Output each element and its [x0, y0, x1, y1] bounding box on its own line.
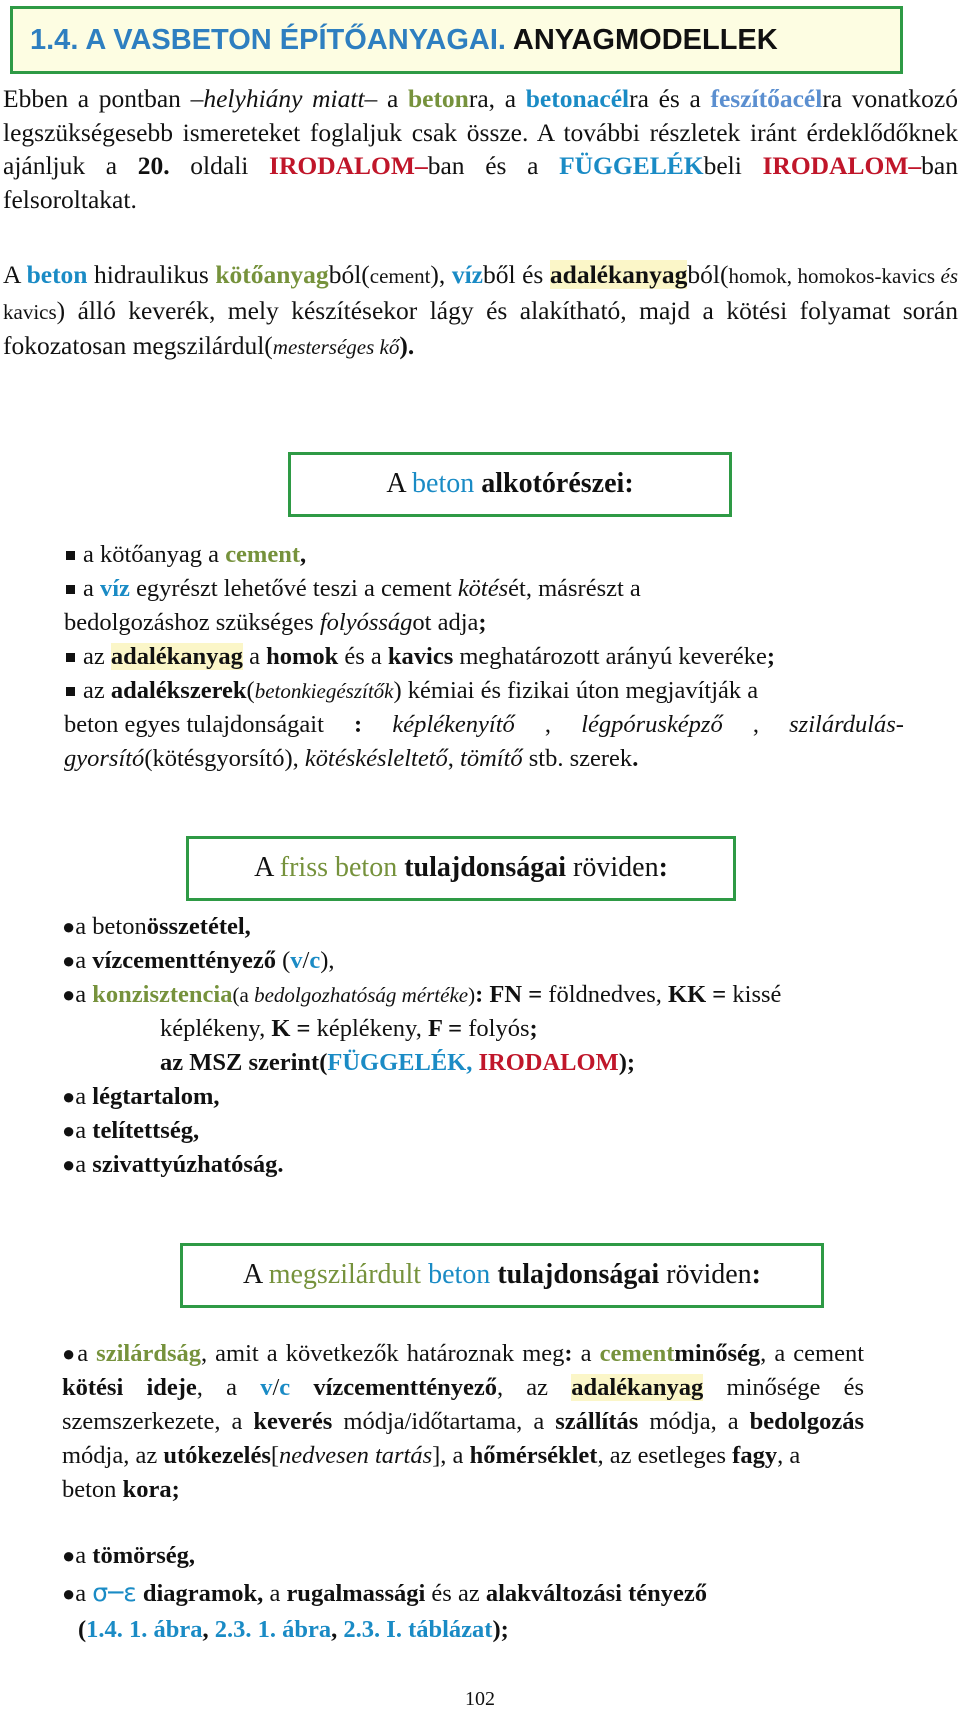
intro-paragraph: Ebben a pontban –helyhiány miatt– a betonra, a betonacélra és a feszítőacélra vonatkozó legszükségesebb ismereteket foglaljuk csak össze. A további részletek iránt érdeklődőknek ajánljuk a 20. oldali IRODALOM–ban és a FÜGGELÉKbeli IRODALOM–ban felsoroltakat. — [3, 84, 958, 214]
heading-number: 1.4. — [30, 24, 79, 56]
list-item: ●a konzisztencia(a bedolgozhatóság mértéke): FN = földnedves, KK = kissé — [62, 981, 782, 1008]
list-item: ●a szivattyúzhatóság. — [62, 1151, 284, 1178]
hardened-concrete-heading-box: A megszilárdult beton tulajdonságai röviden: — [180, 1243, 824, 1308]
strength-paragraph: ●a szilárdság, amit a következők határoznak meg: a cementminőség, a cement kötési ideje, a v/c vízcementtényező, az adalékanyag minősége és szemszerkezete, a keverés módja/időtartama, a szállítás módja, a bedolgozás módja, az utókezelés[nedvesen tartás], a hőmérséklet, az esetleges fagy, a beton kora; — [62, 1340, 865, 1503]
components-heading-box: A beton alkotórészei: — [288, 452, 732, 517]
list-item: ●a légtartalom, — [62, 1083, 220, 1110]
list-item: a víz egyrészt lehetővé teszi a cement kötését, másrészt a — [64, 574, 641, 604]
list-item: ●a σ─ε diagramok, a rugalmassági és az alakváltozási tényező — [62, 1578, 707, 1607]
heading-part2: ANYAGMODELLEK — [512, 24, 778, 56]
fresh-concrete-heading-box: A friss beton tulajdonságai röviden: — [186, 836, 736, 901]
heading-part1: A VASBETON ÉPÍTŐANYAGAI. — [85, 24, 506, 56]
list-item: az adalékszerek(betonkiegészítők) kémiai és fizikai úton megjavítják a — [64, 676, 758, 706]
list-item-continued: bedolgozáshoz szükséges folyósságot adja; — [64, 609, 487, 636]
list-item: az adalékanyag a homok és a kavics meghatározott arányú keveréke; — [64, 642, 775, 672]
list-item: a kötőanyag a cement, — [64, 540, 306, 570]
list-item: ●a tömörség, — [62, 1542, 196, 1569]
list-item-continued: az MSZ szerint(FÜGGELÉK, IRODALOM); — [160, 1049, 636, 1076]
list-item-continued: gyorsító(kötésgyorsító), kötéskésleltető, tömítő stb. szerek. — [64, 745, 639, 772]
section-heading — [10, 6, 903, 74]
list-item-continued: beton egyes tulajdonságait : képlékenyítő , légpórusképző , szilárdulás- — [64, 711, 904, 738]
list-item-continued: képlékeny, K = képlékeny, F = folyós; — [160, 1015, 538, 1042]
list-item: ●a betonösszetétel, — [62, 913, 251, 940]
list-item: ●a telítettség, — [62, 1117, 200, 1144]
list-item: ●a vízcementtényező (v/c), — [62, 947, 335, 974]
definition-paragraph: A beton hidraulikus kötőanyagból(cement), vízből és adalékanyagból(homok, homokos-kavics és kavics) álló keverék, mely készítésekor lágy és alakítható, majd a kötési folyamat során fokozatosan megszilárdul(mesterséges kő). — [3, 260, 959, 360]
page-number: 102 — [465, 1688, 495, 1710]
figure-references: (1.4. 1. ábra, 2.3. 1. ábra, 2.3. I. táblázat); — [78, 1616, 509, 1643]
